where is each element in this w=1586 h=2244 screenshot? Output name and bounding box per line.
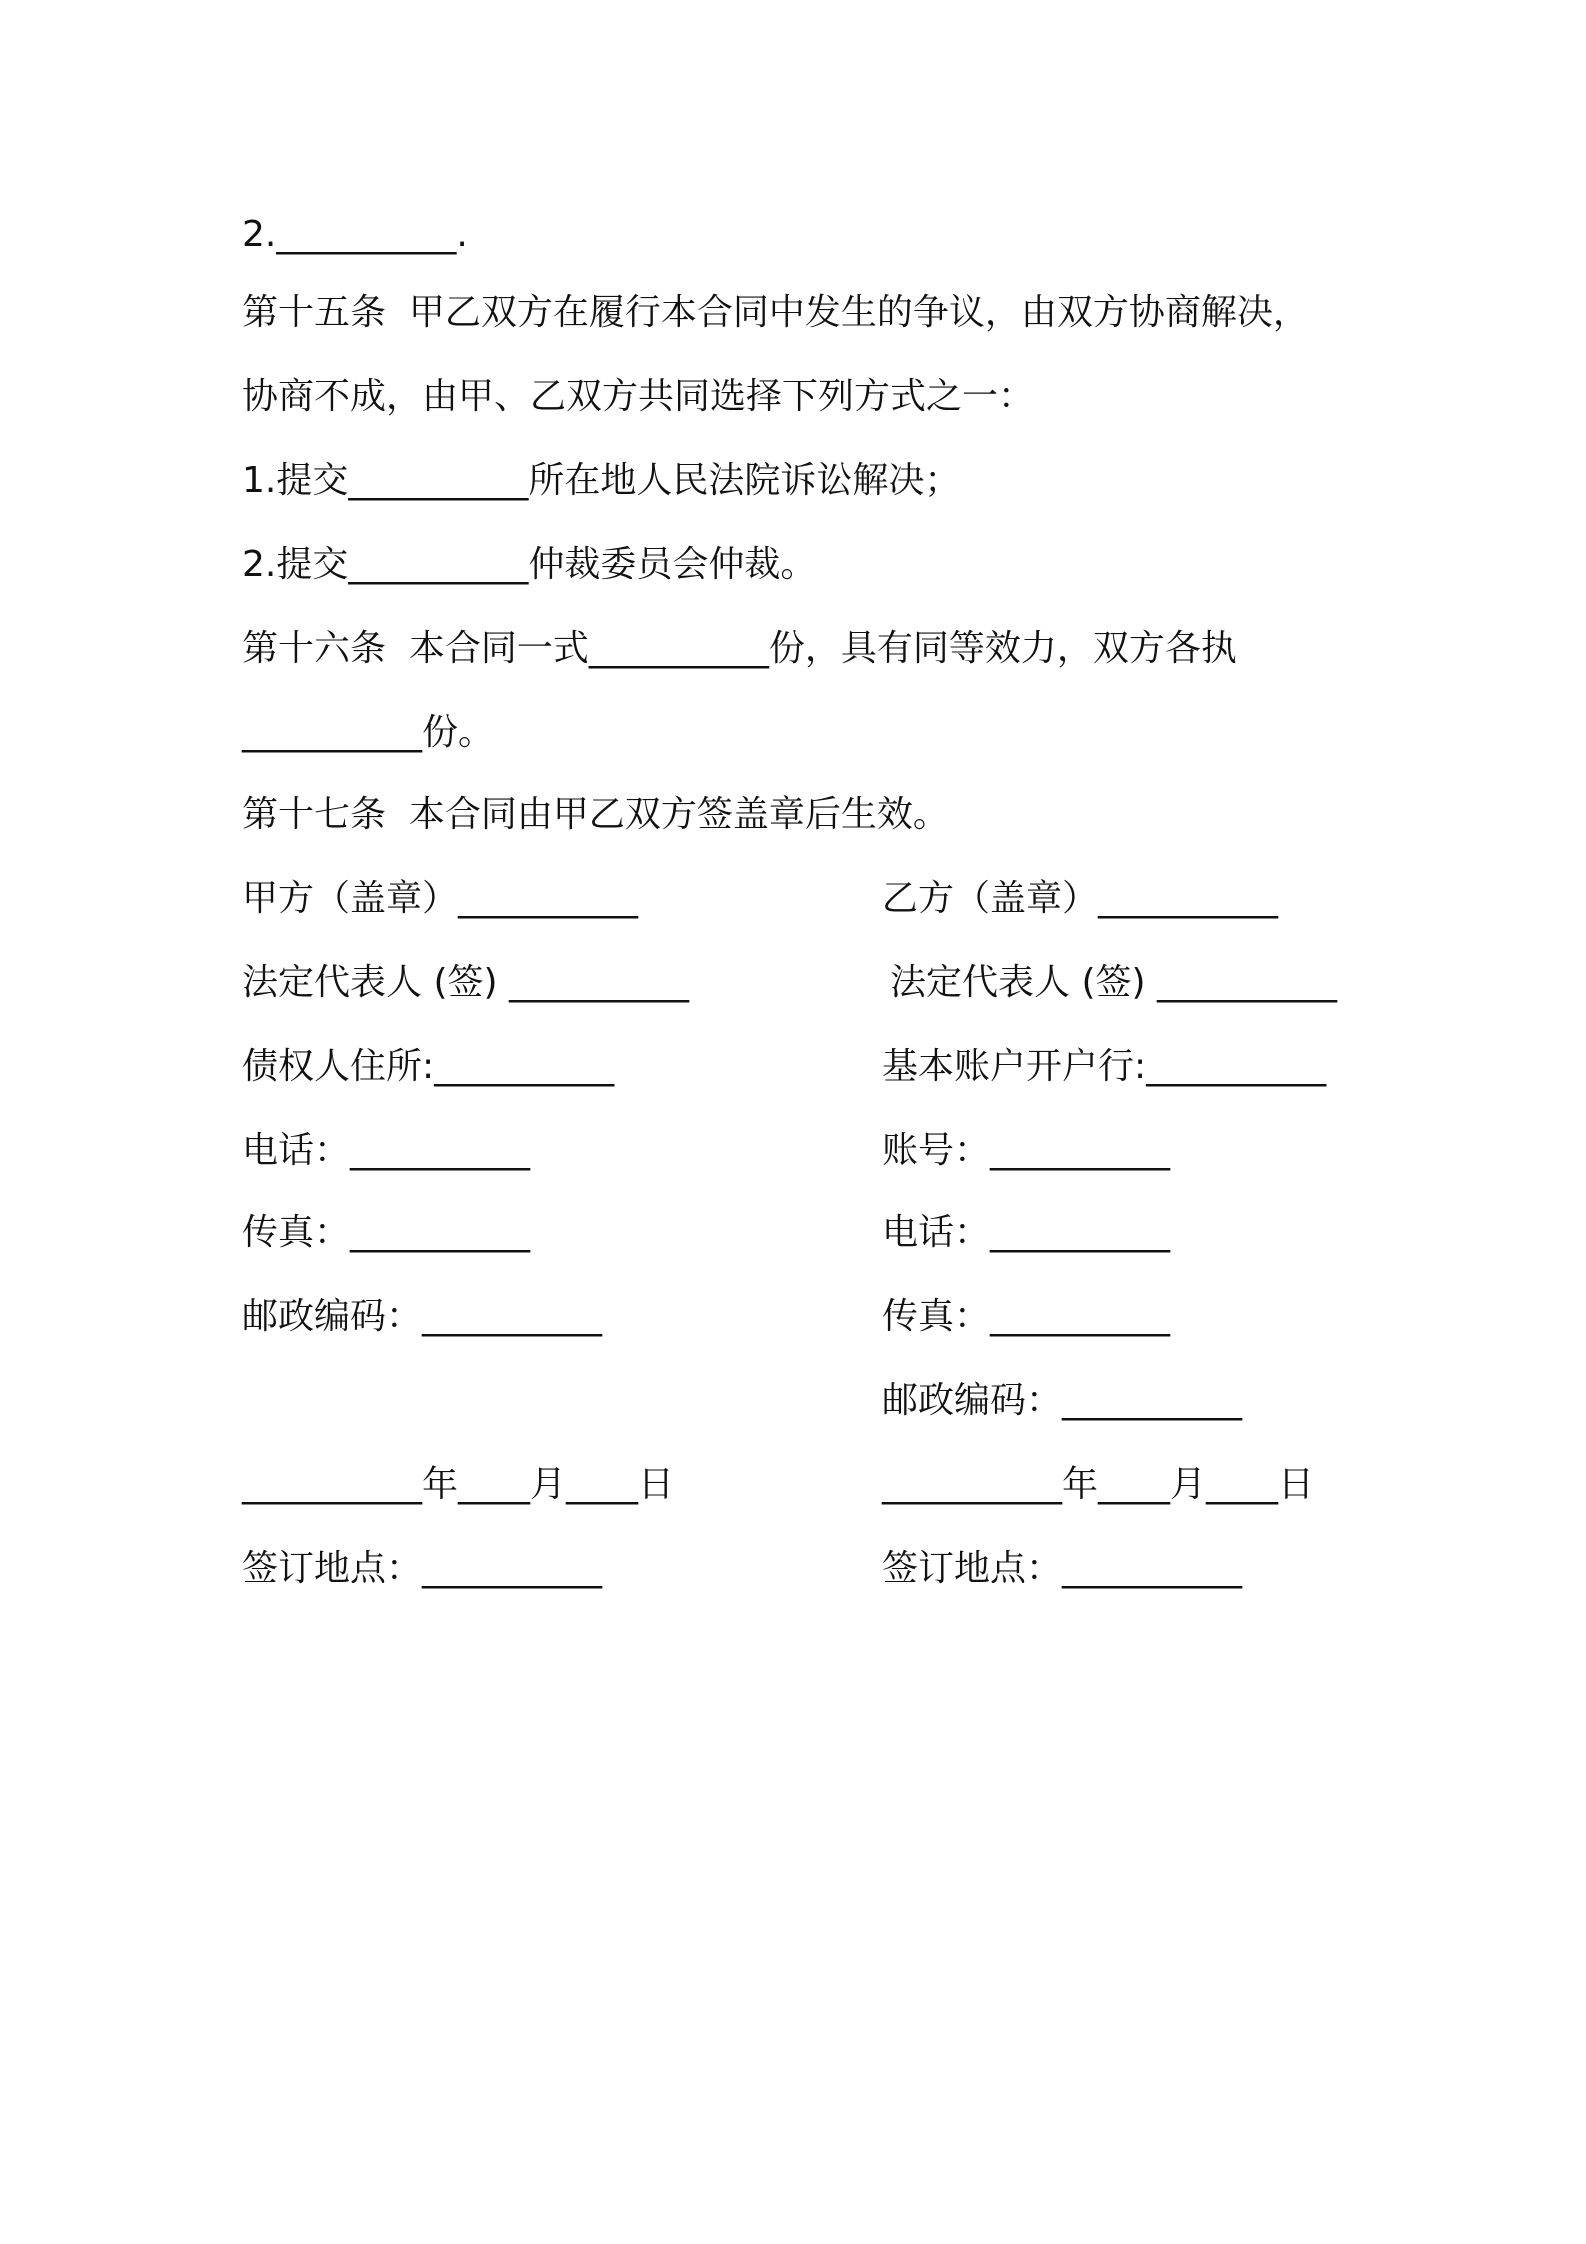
clause-15-option-1: 1.提交__________所在地人民法院诉讼解决；: [242, 460, 961, 501]
party-b-phone: 电话：__________: [882, 1212, 1171, 1253]
party-a-seal: 甲方（盖章）__________: [242, 878, 639, 919]
clause-16-line-2: __________份。: [242, 712, 495, 753]
party-b-postcode: 邮政编码：__________: [882, 1380, 1243, 1421]
party-b-bank: 基本账户开户行:__________: [882, 1046, 1327, 1087]
clause-14-item-2: 2.__________.: [242, 214, 468, 255]
party-b-date: __________年____月____日: [882, 1464, 1314, 1505]
party-b-fax: 传真：__________: [882, 1296, 1171, 1337]
clause-15-line-2: 协商不成，由甲、乙双方共同选择下列方式之一：: [242, 376, 1035, 417]
party-b-signing-place: 签订地点：__________: [882, 1548, 1243, 1589]
party-a-address: 债权人住所:__________: [242, 1046, 615, 1087]
party-a-date: __________年____月____日: [242, 1464, 674, 1505]
party-a-signing-place: 签订地点：__________: [242, 1548, 603, 1589]
party-a-phone: 电话：__________: [242, 1130, 531, 1171]
party-a-legal-rep: 法定代表人 (签) __________: [242, 962, 689, 1003]
party-b-account: 账号：__________: [882, 1130, 1171, 1171]
party-b-seal: 乙方（盖章）__________: [882, 878, 1279, 919]
clause-15-option-2: 2.提交__________仲裁委员会仲裁。: [242, 544, 817, 585]
clause-17: 第十七条 本合同由甲乙双方签盖章后生效。: [242, 794, 949, 835]
party-a-fax: 传真：__________: [242, 1212, 531, 1253]
party-b-legal-rep: 法定代表人 (签) __________: [890, 962, 1337, 1003]
clause-16-line-1: 第十六条 本合同一式__________份，具有同等效力，双方各执: [242, 628, 1237, 669]
party-a-postcode: 邮政编码：__________: [242, 1296, 603, 1337]
clause-15-line-1: 第十五条 甲乙双方在履行本合同中发生的争议，由双方协商解决，: [242, 292, 1309, 333]
